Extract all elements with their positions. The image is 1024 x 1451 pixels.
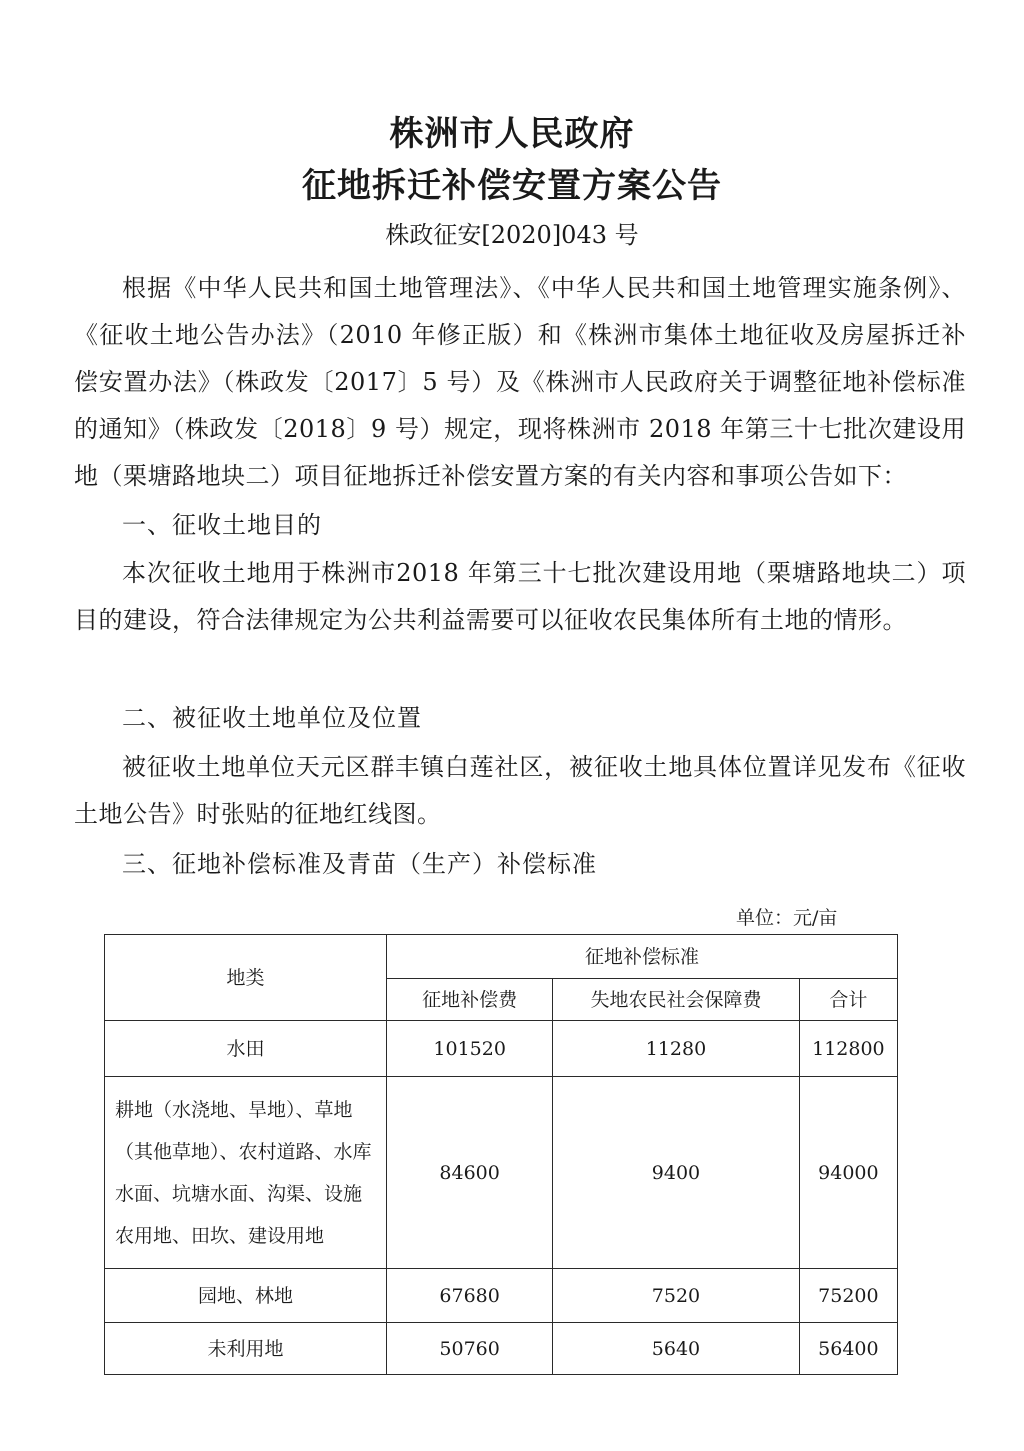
- cell-social-security-fee: 11280: [553, 1021, 800, 1077]
- table-row: [105, 1269, 898, 1323]
- cell-land-type: 水田: [105, 1021, 387, 1077]
- document-title-line1: 株洲市人民政府: [389, 114, 635, 154]
- section3-heading: 三、征地补偿标准及青苗（生产）补偿标准: [122, 850, 597, 878]
- document-number: 株政征安[2020]043 号: [385, 221, 639, 249]
- table-header-row: [105, 935, 898, 979]
- header-land-type: 地类: [105, 935, 387, 1021]
- intro-paragraph: 根据《中华人民共和国土地管理法》、《中华人民共和国土地管理实施条例》、《征收土地公告办法》（2010 年修正版）和《株洲市集体土地征收及房屋拆迁补偿安置办法》（株政发〔2017〕5 号）及《株洲市人民政府关于调整征地补偿标准的通知》（株政发〔2018〕9 号）规定，现将株洲市 2018 年第三十七批次建设用地（栗塘路地块二）项目征地拆迁补偿安置方案的有关内容和事项公告如下：: [74, 274, 966, 490]
- cell-total: 94000: [799, 1077, 897, 1269]
- cell-social-security-fee: 5640: [553, 1323, 800, 1375]
- table-row: [105, 1323, 898, 1375]
- cell-total: 75200: [799, 1269, 897, 1323]
- section2-heading: 二、被征收土地单位及位置: [122, 704, 422, 732]
- cell-compensation-fee: 84600: [387, 1077, 553, 1269]
- header-social-security-fee: 失地农民社会保障费: [553, 979, 800, 1021]
- header-total: 合计: [799, 979, 897, 1021]
- table-row: [105, 1077, 898, 1269]
- cell-total: 112800: [799, 1021, 897, 1077]
- cell-total: 56400: [799, 1323, 897, 1375]
- cell-compensation-fee: 50760: [387, 1323, 553, 1375]
- document-title-line2: 征地拆迁补偿安置方案公告: [302, 166, 722, 206]
- section1-heading: 一、征收土地目的: [122, 511, 322, 539]
- header-compensation-fee: 征地补偿费: [387, 979, 553, 1021]
- cell-social-security-fee: 7520: [553, 1269, 800, 1323]
- cell-land-type: 未利用地: [105, 1323, 387, 1375]
- cell-land-type: 耕地（水浇地、旱地）、草地（其他草地）、农村道路、水库水面、坑塘水面、沟渠、设施农用地、田坎、建设用地: [105, 1077, 387, 1269]
- table-unit-note: 单位：元/亩: [736, 907, 838, 929]
- section1-body: 本次征收土地用于株洲市2018 年第三十七批次建设用地（栗塘路地块二）项目的建设，符合法律规定为公共利益需要可以征收农民集体所有土地的情形。: [74, 559, 966, 634]
- compensation-table: [104, 934, 898, 1375]
- header-compensation-group: 征地补偿标准: [387, 935, 898, 979]
- table-row: [105, 1021, 898, 1077]
- cell-compensation-fee: 67680: [387, 1269, 553, 1323]
- cell-compensation-fee: 101520: [387, 1021, 553, 1077]
- cell-land-type: 园地、林地: [105, 1269, 387, 1323]
- cell-social-security-fee: 9400: [553, 1077, 800, 1269]
- section2-body: 被征收土地单位天元区群丰镇白莲社区，被征收土地具体位置详见发布《征收土地公告》时张贴的征地红线图。: [74, 753, 966, 828]
